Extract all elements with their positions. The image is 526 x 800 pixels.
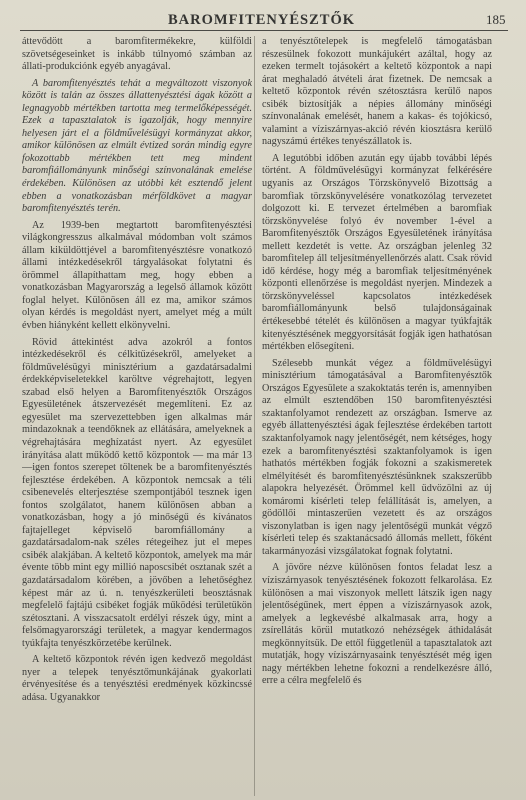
page-number: 185 bbox=[486, 12, 506, 27]
running-header bbox=[0, 0, 526, 28]
left-column bbox=[22, 36, 252, 796]
paragraph: A baromfitenyésztés tehát a megváltozott viszonyok között is talán az összes állattenyésztési ágak között a legnagyobb mértékben tartotta meg termelőképességét. Ezek a tapasztalatok is igazolják, hogy mennyire helyesen járt el a földművelésügyi kormányzat akkor, amikor különösen az elmúlt évtized során mindig egyre fokozottabb mértékben tett meg mindent baromfiállományunk minőségi színvonalának emelése érdekében. Különösen az utóbbi két esztendő jelent ebben a vonatkozásban mérföldkövet a magyar baromfitenyésztés terén. bbox=[22, 77, 252, 215]
paragraph: Rövid áttekintést adva azokról a fontos intézkedésekről és célkitűzésekről, amelyeket a földművelésügyi minisztérium a gazdatársadalmi érdekképviseletekkel karöltve végrehajtott, legyen szabad első helyen a Baromfitenyésztők Országos Egyesületének átszervezését megemlíteni. Ez az egyesület ma szervezettebben igen alkalmas már mindazoknak a teendőknek az ellátására, amelyeknek a végrehajtására meghízatást nyert. Az egyesület irányítása alatt működő kettő központok — ma már 13 —igen fontos szerepet töltenek be a baromfitenyésztés fejlesztése érdekében. A központok nemcsak a téli csibenevelés elterjesztése szempontjából tesznek igen fontos szolgálatot, hanem különösen abban a vonatkozásban, hogy a jó minőségű és kívánatos fajtajelleget képviselő baromfiállomány a gazdatársadalom-nak széles rétegeihez jut el mepes csibék alakjában. A keltető központok, amelyek ma már évente több mint egy millió naposcsibét osztanak szét a gazdatársadalom körében, a jövőben a lehetőséghez képest már az ú. n. tenyészkerületi beosztásnak megfelelő fajtájú csibéket fogják működési területükön szétosztani. A visszacsatolt erdélyi részek úgy, mint a felsőmagyarországi területek, a magyar kendermagos tyúkfajta tenyészkörzetébe kerülnek. bbox=[22, 336, 252, 649]
paragraph: Az 1939-ben megtartott baromfitenyésztési világkongresszus alkalmával módomban volt számos állam kiküldöttjével a baromfitenyésztésre vonatkozó állami intézkedésekről tárgyalásokat folytatni és örömmel állapíthattam meg, hogy ebben a vonatkozásban Magyarország a legelső államok között foglal helyet. Különösen áll ez ma, amikor számos olyan kérdés is megoldást nyert, amelyet még a múlt évben hiányként kellett elkönyvelni. bbox=[22, 219, 252, 332]
running-title: BAROMFITENYÉSZTŐK bbox=[168, 12, 355, 28]
column-divider bbox=[254, 36, 255, 796]
paragraph: áttevődött a baromfitermékekre, külföldi szövetségeseinket is inkább túlnyomó számban az állati-produkciónk egyéb anyagával. bbox=[22, 36, 252, 73]
header-rule bbox=[20, 30, 508, 31]
paragraph: a tenyésztőtelepek is megfelelő támogatásban részesülnek fokozott munkájukért azáltal, hogy az ezeken termelt tojásokért a keltető központok a napi árat meghaladó átvételi árat fizetnek. De nemcsak a keltető központok révén szétosztásra kerülő napos csibék biztosítják a népies állomány minőségi színvonalának emelését, hanem a kakas- és tojókicsó, valamint a víziszárnyas-akció révén kiosztásra kerülő nagyszámú értékes tenyészállatok is. bbox=[262, 36, 492, 148]
right-column bbox=[262, 36, 492, 796]
paragraph: A jövőre nézve különösen fontos feladat lesz a víziszárnyasok tenyésztésének fokozott felkarolása. Ez különösen a mai viszonyok mellett látszik igen nagy jelentőségűnek, mert éppen a víziszárnyasok azok, amelyek a legkevésbé alkalmasak arra, hogy a zsírellátás körül mutatkozó nehézségek áthidalását megkönnyítsük. De ettől függetlenül a tapasztalatok azt mutatják, hogy víziszárnyasaink tenyésztését még igen nagy mértékben lehetne fokozni a rendelkezésre álló, erre a célra megfelelő és bbox=[262, 562, 492, 687]
paragraph: Szélesebb munkát végez a földművelésügyi minisztérium támogatásával a Baromfitenyésztők Országos Egyesülete a szakoktatás terén is, amennyiben az elmúlt esztendőben 150 baromfitenyésztési szaktanfolyamot rendezett az országban. Ismerve az egyéb állattenyésztési ágak fejlesztése érdekében tartott szaktanfolyamok nagy jelentőségét, nem kétséges, hogy ezek a baromfitenyésztési szaktanfolyamok is igen hathatós mértékben fogják fokozni a szakismeretek elmélyítését és baromfitenyésztésünknek szakszerűbb alapokra helyezését. Örömmel kell üdvözölni az új komáromi kísérleti telep felállítását is, amelyen, a gödöllői mintaszerűen vezetett és az országos viszonylatban is igen nagy jelentőségű munkát végző kísérleti telep és szaktanácsadó állomás mellett, főként takarmányozási vizsgálatokat fognak folytatni. bbox=[262, 357, 492, 557]
paragraph: A keltető központok révén igen kedvező megoldást nyer a telepek tenyésztőmunkájának gyakorlati érvényesítése és a tenyésztési eredmények közkincssé adása. Ugyanakkor bbox=[22, 654, 252, 703]
paragraph: A legutóbbi időben azután egy újabb további lépés történt. A földművelésügyi kormányzat felkérésére ugyanis az Országos Törzskönyvelő Bizottság a baromfiak törzskönyvelésére vonatkozólag tervezetet dolgozott ki. E tervezet értelmében a baromfiak törzskönyvelése folyó év november 1-ével a Baromfitenyésztők Országos Egyesületének irányítása mellett kezdetét is vette. Az országban jelenleg 32 baromfitelep áll teljesítményellenőrzés alatt. Csak rövid idő kérdése, hogy még a baromfiak teljesítményének központi ellenőrzése is megoldást nyerjen. Mindezek a törzskönyveléssel kapcsolatos intézkedések baromfiállományunk belső tulajdonságainak értékesebbé tételét és különösen a magyar tyúkfajták kitenyésztésének meggyorsítását fogják igen hathatósan mértékben elősegíteni. bbox=[262, 152, 492, 353]
